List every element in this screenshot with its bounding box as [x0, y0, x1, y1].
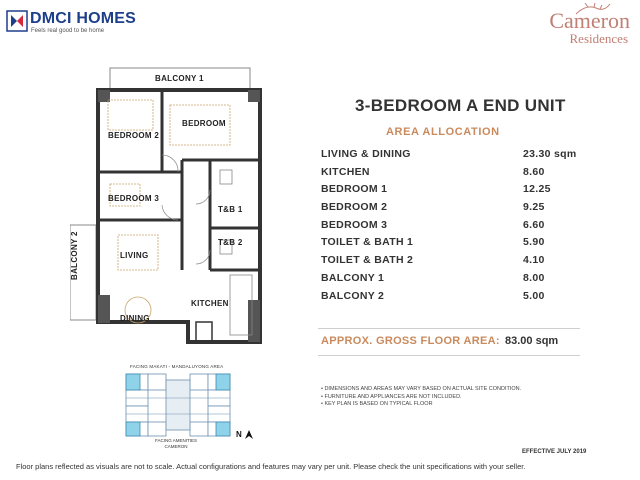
gross-value: 83.00 sqm [505, 335, 559, 347]
dmci-brand: DMCI HOMES [30, 10, 136, 27]
area-value: 12.25 [523, 183, 551, 196]
room-balcony-1: BALCONY 1 [155, 74, 204, 83]
unit-title: 3-BEDROOM A END UNIT [355, 96, 566, 115]
room-tb-2: T&B 2 [218, 238, 243, 247]
cameron-logo [510, 10, 630, 46]
area-value: 5.00 [523, 289, 545, 302]
north-indicator [236, 430, 254, 440]
area-value: 8.00 [523, 271, 545, 284]
note-line: • DIMENSIONS AND AREAS MAY VARY BASED ON ACTUAL SITE CONDITION. [321, 386, 522, 392]
effective-date: EFFECTIVE JULY 2019 [522, 449, 587, 455]
keyplan-bottom-line-1: FACING AMENITIES [155, 438, 198, 443]
area-row [321, 166, 581, 184]
area-row [321, 236, 581, 254]
area-row [321, 148, 581, 166]
north-arrow-icon [244, 430, 254, 440]
area-label: KITCHEN [321, 165, 370, 178]
area-row [321, 254, 581, 272]
area-table [321, 148, 581, 307]
room-living: LIVING [120, 251, 149, 260]
area-row [321, 219, 581, 237]
divider [318, 328, 580, 329]
keyplan-top-label: FACING MAKATI - MANDALUYONG AREA [130, 364, 224, 369]
room-bedroom-1: BEDROOM [182, 119, 226, 128]
area-value: 8.60 [523, 165, 545, 178]
area-label: LIVING & DINING [321, 148, 411, 160]
room-balcony-2: BALCONY 2 [70, 231, 79, 280]
dmci-tagline: Feels real good to be home [31, 28, 105, 34]
north-label: N [236, 430, 242, 440]
keyplan-bottom-line-2: CAMERON [164, 444, 188, 449]
area-label: TOILET & BATH 2 [321, 254, 414, 267]
area-row [321, 290, 581, 308]
area-value: 5.90 [523, 236, 545, 249]
area-row [321, 183, 581, 201]
leaf-icon [572, 2, 612, 16]
gross-floor-area [321, 335, 583, 347]
area-value: 6.60 [523, 218, 545, 231]
cameron-name: Cameron [549, 8, 630, 33]
gross-label: APPROX. GROSS FLOOR AREA: [321, 335, 500, 347]
area-label: TOILET & BATH 1 [321, 236, 414, 249]
key-plan [108, 360, 248, 450]
dmci-logo [6, 8, 146, 38]
room-bedroom-3: BEDROOM 3 [108, 194, 160, 203]
area-label: BEDROOM 1 [321, 183, 388, 196]
area-label: BALCONY 1 [321, 271, 385, 284]
footer-disclaimer: Floor plans reflected as visuals are not to scale. Actual configurations and features may vary per unit. Please check the unit specifications with your seller. [16, 462, 526, 471]
area-label: BEDROOM 3 [321, 218, 388, 231]
divider [318, 355, 580, 356]
note-line: • FURNITURE AND APPLIANCES ARE NOT INCLUDED. [321, 393, 462, 400]
room-bedroom-2: BEDROOM 2 [108, 131, 160, 140]
area-value: 4.10 [523, 254, 545, 267]
area-label: BEDROOM 2 [321, 201, 388, 214]
keyplan-bottom-label [155, 438, 197, 450]
area-row [321, 272, 581, 290]
room-dining: DINING [120, 314, 150, 323]
room-tb-1: T&B 1 [218, 205, 243, 214]
notes [321, 386, 521, 409]
cameron-sub: Residences [569, 31, 628, 46]
area-heading: AREA ALLOCATION [386, 126, 500, 138]
area-value: 9.25 [523, 201, 545, 214]
room-kitchen: KITCHEN [191, 299, 229, 308]
area-value: 23.30 sqm [523, 148, 577, 160]
area-label: BALCONY 2 [321, 289, 385, 302]
note-line: • KEY PLAN IS BASED ON TYPICAL FLOOR [321, 401, 433, 407]
dmci-logo-icon [6, 10, 28, 32]
area-row [321, 201, 581, 219]
